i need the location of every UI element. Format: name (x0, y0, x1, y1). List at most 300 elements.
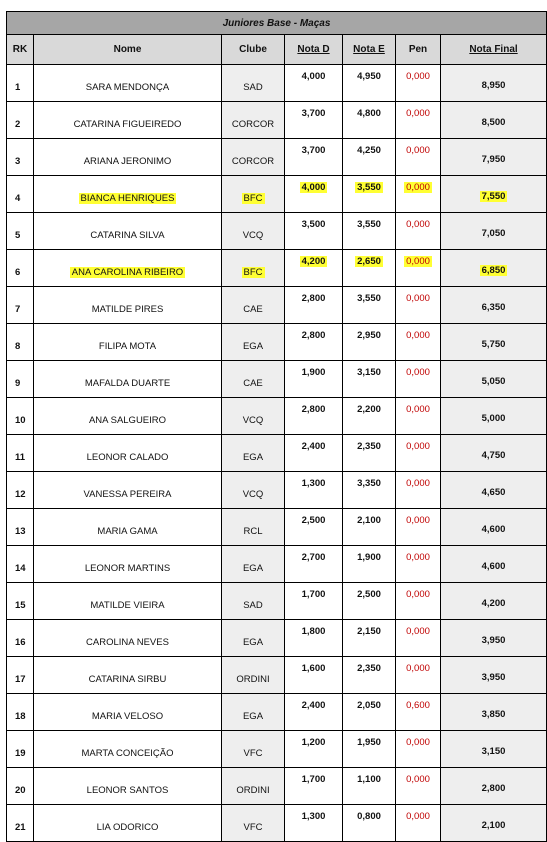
nota-final-value: 4,600 (481, 523, 506, 535)
pen-cell (396, 139, 441, 176)
club-value: BFC (243, 192, 263, 204)
rank-cell (7, 398, 34, 435)
name-value: LEONOR MARTINS (84, 562, 171, 574)
club-cell (222, 213, 285, 250)
header-row (7, 35, 547, 65)
pen-cell (396, 398, 441, 435)
name-cell (34, 361, 222, 398)
nota-e-cell (343, 139, 396, 176)
rank-value: 13 (15, 525, 26, 537)
nota-d-cell (285, 694, 343, 731)
name-cell (34, 139, 222, 176)
pen-value: 0,000 (406, 108, 430, 119)
pen-value: 0,000 (406, 441, 430, 452)
club-value: VFC (243, 821, 263, 833)
rank-value: 4 (15, 192, 21, 204)
name-value: ANA CAROLINA RIBEIRO (71, 266, 184, 278)
rank-cell (7, 694, 34, 731)
nota-final-value: 7,950 (481, 153, 506, 165)
table-row (7, 583, 547, 620)
rank-value: 11 (15, 451, 26, 463)
rank-cell (7, 213, 34, 250)
pen-value: 0,000 (406, 663, 430, 674)
nota-final-cell (441, 731, 547, 768)
nota-final-value: 5,050 (481, 375, 506, 387)
club-cell (222, 176, 285, 213)
nota-d-cell (285, 398, 343, 435)
name-cell (34, 620, 222, 657)
nota-d-value: 2,800 (301, 330, 326, 341)
name-cell (34, 324, 222, 361)
nota-final-value: 4,600 (481, 560, 506, 572)
nota-e-cell (343, 287, 396, 324)
nota-final-value: 6,850 (481, 264, 506, 276)
club-cell (222, 435, 285, 472)
nota-d-value: 1,600 (301, 663, 326, 674)
pen-value: 0,000 (406, 145, 430, 156)
nota-final-cell (441, 805, 547, 842)
nota-e-value: 2,150 (357, 626, 381, 637)
rank-cell (7, 583, 34, 620)
nota-e-cell (343, 768, 396, 805)
club-cell (222, 398, 285, 435)
name-cell (34, 694, 222, 731)
pen-value: 0,000 (406, 552, 430, 563)
rank-cell (7, 472, 34, 509)
nota-e-value: 3,150 (357, 367, 381, 378)
nota-final-value: 4,200 (481, 597, 506, 609)
nota-e-value: 1,900 (357, 552, 381, 563)
nota-e-value: 2,650 (357, 256, 381, 267)
table-row (7, 213, 547, 250)
nota-d-value: 2,500 (301, 515, 326, 526)
name-cell (34, 65, 222, 102)
club-value: EGA (242, 340, 264, 352)
rank-value: 17 (15, 673, 26, 685)
nota-e-value: 4,950 (357, 71, 381, 82)
nota-d-cell (285, 102, 343, 139)
nota-final-cell (441, 250, 547, 287)
nota-d-cell (285, 805, 343, 842)
nota-d-cell (285, 583, 343, 620)
table-row (7, 657, 547, 694)
nota-d-value: 1,200 (301, 737, 326, 748)
club-cell (222, 65, 285, 102)
club-value: EGA (242, 562, 264, 574)
club-value: VCQ (242, 488, 264, 500)
nota-final-value: 3,150 (481, 745, 506, 757)
rank-value: 20 (15, 784, 26, 796)
club-cell (222, 546, 285, 583)
club-cell (222, 250, 285, 287)
club-cell (222, 620, 285, 657)
nota-final-cell (441, 102, 547, 139)
name-value: CATARINA SILVA (90, 229, 165, 241)
rank-value: 2 (15, 118, 21, 130)
nota-final-cell (441, 213, 547, 250)
nota-d-value: 1,300 (301, 478, 326, 489)
nota-e-value: 2,350 (357, 441, 381, 452)
club-cell (222, 139, 285, 176)
pen-cell (396, 287, 441, 324)
name-value: BIANCA HENRIQUES (80, 192, 175, 204)
nota-e-cell (343, 324, 396, 361)
pen-cell (396, 583, 441, 620)
pen-value: 0,000 (406, 737, 430, 748)
pen-cell (396, 472, 441, 509)
nota-d-value: 1,700 (301, 589, 326, 600)
rank-cell (7, 324, 34, 361)
name-value: MARIA GAMA (97, 525, 158, 537)
nota-final-value: 8,950 (481, 79, 506, 91)
header-nota-d: Nota D (285, 35, 343, 65)
club-cell (222, 102, 285, 139)
nota-final-cell (441, 472, 547, 509)
name-cell (34, 583, 222, 620)
table-row (7, 139, 547, 176)
nota-e-value: 3,550 (357, 182, 381, 193)
pen-value: 0,000 (406, 256, 430, 267)
pen-value: 0,000 (406, 515, 430, 526)
rank-value: 6 (15, 266, 21, 278)
name-value: MAFALDA DUARTE (84, 377, 171, 389)
club-cell (222, 694, 285, 731)
nota-e-cell (343, 65, 396, 102)
nota-d-cell (285, 176, 343, 213)
club-cell (222, 805, 285, 842)
pen-cell (396, 805, 441, 842)
rank-cell (7, 287, 34, 324)
nota-e-cell (343, 657, 396, 694)
nota-final-value: 5,750 (481, 338, 506, 350)
club-value: EGA (242, 636, 264, 648)
rank-value: 7 (15, 303, 21, 315)
club-value: ORDINI (236, 673, 270, 685)
nota-final-cell (441, 620, 547, 657)
club-cell (222, 768, 285, 805)
nota-e-cell (343, 509, 396, 546)
rank-value: 3 (15, 155, 21, 167)
pen-cell (396, 435, 441, 472)
nota-d-value: 2,400 (301, 441, 326, 452)
sheet-title: Juniores Base - Maças (7, 12, 547, 35)
nota-final-cell (441, 176, 547, 213)
club-value: ORDINI (236, 784, 270, 796)
name-cell (34, 657, 222, 694)
nota-e-cell (343, 583, 396, 620)
nota-d-cell (285, 435, 343, 472)
nota-e-cell (343, 546, 396, 583)
pen-value: 0,000 (406, 626, 430, 637)
rank-cell (7, 620, 34, 657)
pen-cell (396, 65, 441, 102)
pen-value: 0,000 (406, 71, 430, 82)
club-value: CAE (243, 303, 263, 315)
pen-cell (396, 213, 441, 250)
rank-cell (7, 435, 34, 472)
club-cell (222, 509, 285, 546)
nota-final-value: 3,950 (481, 671, 506, 683)
nota-final-cell (441, 546, 547, 583)
club-cell (222, 361, 285, 398)
rank-value: 18 (15, 710, 26, 722)
nota-e-cell (343, 102, 396, 139)
pen-cell (396, 731, 441, 768)
nota-d-cell (285, 472, 343, 509)
rank-value: 8 (15, 340, 21, 352)
rank-cell (7, 102, 34, 139)
nota-final-cell (441, 324, 547, 361)
nota-final-cell (441, 509, 547, 546)
rank-cell (7, 139, 34, 176)
table-row (7, 472, 547, 509)
rank-cell (7, 731, 34, 768)
nota-e-cell (343, 731, 396, 768)
nota-e-value: 0,800 (357, 811, 381, 822)
nota-final-cell (441, 657, 547, 694)
nota-e-cell (343, 620, 396, 657)
name-cell (34, 250, 222, 287)
name-value: MATILDE VIEIRA (90, 599, 165, 611)
nota-final-cell (441, 694, 547, 731)
pen-value: 0,000 (406, 589, 430, 600)
pen-cell (396, 509, 441, 546)
rank-cell (7, 250, 34, 287)
nota-d-value: 3,700 (301, 108, 326, 119)
header-clube: Clube (222, 35, 285, 65)
nota-d-cell (285, 250, 343, 287)
nota-d-value: 3,700 (301, 145, 326, 156)
nota-final-value: 4,750 (481, 449, 506, 461)
rank-value: 16 (15, 636, 26, 648)
club-cell (222, 657, 285, 694)
club-cell (222, 287, 285, 324)
nota-d-value: 1,300 (301, 811, 326, 822)
rank-value: 19 (15, 747, 26, 759)
pen-cell (396, 102, 441, 139)
table-row (7, 805, 547, 842)
nota-e-value: 3,350 (357, 478, 381, 489)
header-rk: RK (7, 35, 34, 65)
pen-cell (396, 620, 441, 657)
name-cell (34, 287, 222, 324)
results-sheet (6, 11, 546, 842)
nota-d-value: 2,800 (301, 293, 326, 304)
club-value: RCL (243, 525, 263, 537)
nota-e-value: 2,100 (357, 515, 381, 526)
nota-final-cell (441, 139, 547, 176)
pen-value: 0,600 (406, 700, 430, 711)
name-value: LEONOR SANTOS (86, 784, 169, 796)
nota-e-value: 3,550 (357, 219, 381, 230)
name-value: CATARINA SIRBU (88, 673, 167, 685)
club-value: CORCOR (231, 155, 275, 167)
table-row (7, 731, 547, 768)
pen-value: 0,000 (406, 182, 430, 193)
nota-final-cell (441, 361, 547, 398)
rank-value: 14 (15, 562, 26, 574)
table-row (7, 768, 547, 805)
rank-value: 9 (15, 377, 21, 389)
nota-d-cell (285, 213, 343, 250)
rank-cell (7, 176, 34, 213)
pen-value: 0,000 (406, 774, 430, 785)
nota-d-value: 4,000 (301, 182, 326, 193)
nota-d-value: 3,500 (301, 219, 326, 230)
club-cell (222, 731, 285, 768)
name-cell (34, 102, 222, 139)
club-value: VCQ (242, 229, 264, 241)
nota-d-value: 2,700 (301, 552, 326, 563)
rank-cell (7, 546, 34, 583)
table-row (7, 620, 547, 657)
club-value: VCQ (242, 414, 264, 426)
table-row (7, 435, 547, 472)
nota-e-cell (343, 472, 396, 509)
table-row (7, 324, 547, 361)
name-cell (34, 435, 222, 472)
name-value: CAROLINA NEVES (86, 636, 169, 648)
nota-e-value: 3,550 (357, 293, 381, 304)
nota-d-cell (285, 361, 343, 398)
table-row (7, 546, 547, 583)
name-value: SARA MENDONÇA (85, 81, 170, 93)
pen-cell (396, 694, 441, 731)
nota-d-cell (285, 324, 343, 361)
name-cell (34, 731, 222, 768)
pen-cell (396, 768, 441, 805)
pen-cell (396, 324, 441, 361)
name-cell (34, 213, 222, 250)
nota-e-cell (343, 398, 396, 435)
table-row (7, 398, 547, 435)
pen-value: 0,000 (406, 811, 430, 822)
nota-d-value: 2,800 (301, 404, 326, 415)
club-cell (222, 472, 285, 509)
club-cell (222, 583, 285, 620)
rank-cell (7, 361, 34, 398)
table-row (7, 509, 547, 546)
nota-d-value: 1,800 (301, 626, 326, 637)
nota-e-cell (343, 435, 396, 472)
pen-value: 0,000 (406, 330, 430, 341)
nota-final-value: 5,000 (481, 412, 506, 424)
name-cell (34, 176, 222, 213)
club-cell (222, 324, 285, 361)
nota-final-cell (441, 768, 547, 805)
name-value: LEONOR CALADO (86, 451, 169, 463)
name-cell (34, 472, 222, 509)
pen-value: 0,000 (406, 404, 430, 415)
nota-d-cell (285, 546, 343, 583)
nota-final-value: 6,350 (481, 301, 506, 313)
table-row (7, 65, 547, 102)
name-value: FILIPA MOTA (98, 340, 157, 352)
name-value: CATARINA FIGUEIREDO (73, 118, 182, 130)
pen-value: 0,000 (406, 219, 430, 230)
rank-cell (7, 509, 34, 546)
results-body (7, 65, 547, 842)
club-value: SAD (243, 599, 263, 611)
table-row (7, 250, 547, 287)
nota-final-cell (441, 583, 547, 620)
nota-e-value: 4,250 (357, 145, 381, 156)
rank-value: 12 (15, 488, 26, 500)
nota-e-cell (343, 176, 396, 213)
name-value: ARIANA JERONIMO (83, 155, 172, 167)
pen-value: 0,000 (406, 367, 430, 378)
name-cell (34, 768, 222, 805)
rank-cell (7, 768, 34, 805)
table-row (7, 287, 547, 324)
nota-d-cell (285, 139, 343, 176)
name-value: VANESSA PEREIRA (83, 488, 172, 500)
pen-cell (396, 546, 441, 583)
nota-e-cell (343, 250, 396, 287)
name-value: MATILDE PIRES (91, 303, 164, 315)
nota-e-value: 2,050 (357, 700, 381, 711)
table-row (7, 694, 547, 731)
pen-cell (396, 657, 441, 694)
nota-final-value: 3,850 (481, 708, 506, 720)
nota-d-cell (285, 768, 343, 805)
nota-final-cell (441, 287, 547, 324)
nota-e-value: 2,350 (357, 663, 381, 674)
club-value: BFC (243, 266, 263, 278)
club-value: CAE (243, 377, 263, 389)
name-value: MARTA CONCEIÇÃO (81, 747, 174, 759)
rank-value: 21 (15, 821, 26, 833)
nota-d-cell (285, 657, 343, 694)
nota-d-cell (285, 620, 343, 657)
nota-d-value: 4,200 (301, 256, 326, 267)
club-value: VFC (243, 747, 263, 759)
club-value: EGA (242, 710, 264, 722)
rank-value: 1 (15, 81, 21, 93)
nota-e-value: 2,500 (357, 589, 381, 600)
nota-final-value: 8,500 (481, 116, 506, 128)
nota-e-cell (343, 361, 396, 398)
nota-final-value: 2,800 (481, 782, 506, 794)
table-row (7, 102, 547, 139)
rank-cell (7, 65, 34, 102)
rank-cell (7, 657, 34, 694)
name-cell (34, 546, 222, 583)
nota-final-value: 3,950 (481, 634, 506, 646)
name-value: LIA ODORICO (96, 821, 159, 833)
nota-final-value: 4,650 (481, 486, 506, 498)
table-row (7, 176, 547, 213)
club-value: CORCOR (231, 118, 275, 130)
nota-d-cell (285, 509, 343, 546)
nota-d-cell (285, 65, 343, 102)
name-cell (34, 805, 222, 842)
rank-value: 15 (15, 599, 26, 611)
nota-e-cell (343, 694, 396, 731)
header-pen: Pen (396, 35, 441, 65)
rank-value: 5 (15, 229, 21, 241)
results-table (6, 11, 547, 842)
title-row (7, 12, 547, 35)
nota-final-value: 7,550 (481, 190, 506, 202)
nota-e-cell (343, 213, 396, 250)
name-cell (34, 398, 222, 435)
club-value: EGA (242, 451, 264, 463)
nota-e-value: 1,950 (357, 737, 381, 748)
nota-final-cell (441, 398, 547, 435)
nota-d-value: 1,900 (301, 367, 326, 378)
name-value: ANA SALGUEIRO (88, 414, 167, 426)
